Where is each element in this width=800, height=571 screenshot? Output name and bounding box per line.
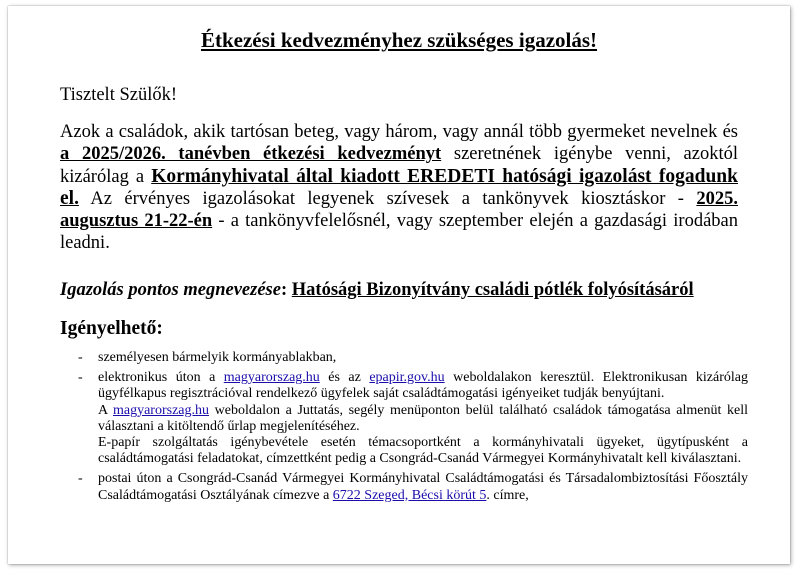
list-item-text: és az [319,370,370,386]
list-item-text: postai úton a Csongrád-Csanád Vármegyei Kormányhivatal Családtámogatási és Társadalombiztosítási Főosztály Családtámogatási Osztályának címezve a [98,471,748,503]
list-item [78,350,748,366]
intro-text-2: szeretnének igénybe venni, azoktól kizárólag a [60,144,738,187]
certificate-name-label: Igazolás pontos megnevezése [60,280,281,300]
online-paragraph [98,370,748,402]
list-item [78,471,748,503]
list-item-text: . címre, [486,487,529,503]
school-year-highlight: a 2025/2026. tanévben étkezési kedvezményt [60,144,442,165]
document-page [8,6,790,564]
original-certificate-highlight: Kormányhivatal által kiadott EREDETI hatósági igazolást fogadunk el. [60,165,738,209]
intro-text-1: Azok a családok, akik tartósan beteg, vagy három, vagy annál több gyermeket nevelnek és [60,122,738,142]
certificate-name-line [60,280,694,301]
intro-text-4: - a tankönyvfelelősnél, vagy szeptember elején a gazdasági irodában leadni. [60,211,738,254]
request-methods-list [78,350,748,508]
list-item [78,370,748,467]
list-item-text: elektronikus úton a [98,370,224,386]
dash-bullet: - [78,370,83,386]
list-item-text: weboldalon a Juttatás, segély menüponton belül található családok támogatása almenüt kell választani a kitöltendő űrlap megjelenítéséhez. [98,402,748,434]
page-title: Étkezési kedvezményhez szükséges igazolás! [200,28,598,52]
certificate-name-separator: : [280,280,292,300]
epapir-link[interactable]: epapir.gov.hu [369,370,445,386]
list-item-text: személyesen bármelyik kormányablakban, [98,350,337,365]
dash-bullet: - [78,471,83,487]
address-link[interactable]: 6722 Szeged, Bécsi körút 5 [332,487,487,503]
section-title: Igényelhető: [60,318,163,339]
intro-text-3: Az érvényes igazolásokat legyenek szívesek a tankönyvek kiosztáskor - [78,188,697,209]
magyarorszag-link-2[interactable]: magyarorszag.hu [112,402,210,418]
list-item-text: weboldalakon keresztül. Elektronikusan kizárólag ügyfélkapus regisztrációval rendelkező ügyfelek saját családtámogatási igényeiket tudják benyújtani. [98,370,748,402]
list-item-text: A [98,402,113,418]
date-highlight: 2025. augusztus 21-22-én [60,188,738,232]
greeting: Tisztelt Szülők! [60,85,178,105]
intro-paragraph [60,121,738,255]
epapir-paragraph: E-papír szolgáltatás igénybevétele esetén témacsoportként a kormányhivatali ügyeket, ügytípusként a családtámogatási feladatokat, címzettként pedig a Csongrád-Csanád Vármegyei Kormányhivatalt kell kiválasztani. [98,435,748,467]
magyarorszag-link[interactable]: magyarorszag.hu [223,370,320,386]
online-paragraph-2 [98,403,748,435]
certificate-name-value: Hatósági Bizonyítvány családi pótlék folyósításáról [291,280,694,300]
dash-bullet: - [78,350,83,365]
